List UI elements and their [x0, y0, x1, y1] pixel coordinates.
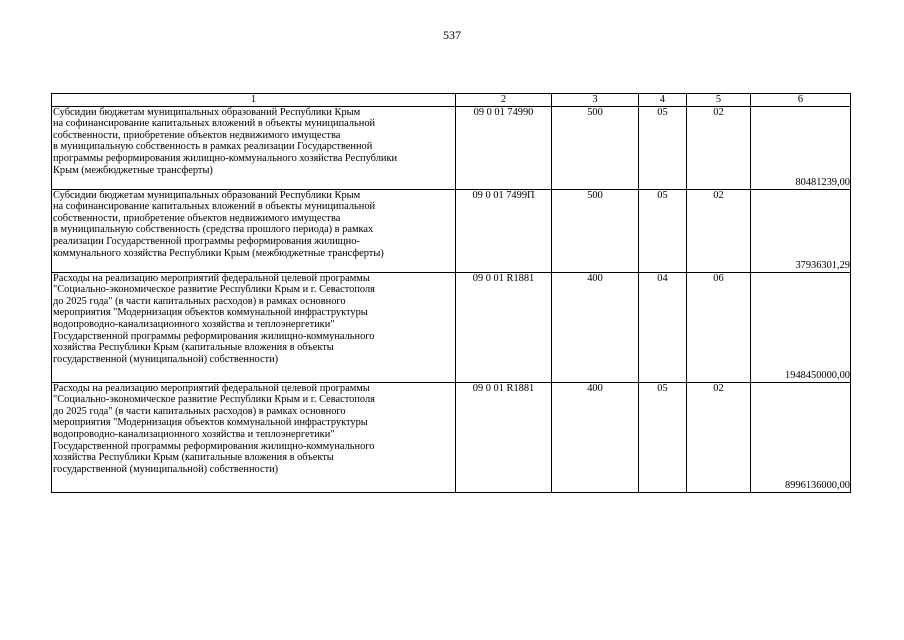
description-line: Государственной программы реформирования жилищно-коммунального	[53, 330, 375, 342]
row-code: 09 0 01 7499П	[456, 189, 552, 272]
description-line: хозяйства Республики Крым (капитальные вложения в объекты	[53, 342, 334, 354]
row-amount: 80481239,00	[751, 106, 851, 189]
row-description	[52, 272, 456, 382]
table-header-row	[52, 94, 851, 107]
row-col3: 400	[552, 272, 639, 382]
description-line: государственной (муниципальной) собственности)	[53, 353, 279, 365]
row-col4: 05	[639, 106, 687, 189]
column-header: 6	[751, 94, 851, 107]
description-line: до 2025 года" (в части капитальных расходов) в рамках основного	[53, 405, 346, 417]
budget-table	[51, 93, 851, 493]
page-number: 537	[443, 28, 461, 42]
row-col3: 500	[552, 189, 639, 272]
table-row	[52, 382, 851, 492]
description-line: "Социально-экономическое развитие Республики Крым и г. Севастополя	[53, 284, 375, 296]
description-line: государственной (муниципальной) собственности)	[53, 463, 279, 475]
description-line: хозяйства Республики Крым (капитальные вложения в объекты	[53, 452, 334, 464]
table-row	[52, 272, 851, 382]
description-line: водопроводно-канализационного хозяйства и теплоэнергетики"	[53, 318, 335, 330]
description-line: собственности, приобретение объектов недвижимого имущества	[53, 212, 341, 224]
row-amount: 37936301,29	[751, 189, 851, 272]
row-col4: 05	[639, 189, 687, 272]
row-col3: 400	[552, 382, 639, 492]
description-line: на софинансирование капитальных вложений в объекты муниципальной	[53, 201, 376, 213]
row-col5: 02	[687, 189, 751, 272]
row-code: 09 0 01 R1881	[456, 382, 552, 492]
column-header: 2	[456, 94, 552, 107]
description-line: "Социально-экономическое развитие Республики Крым и г. Севастополя	[53, 394, 375, 406]
column-header: 3	[552, 94, 639, 107]
description-line: Государственной программы реформирования жилищно-коммунального	[53, 440, 375, 452]
row-code: 09 0 01 R1881	[456, 272, 552, 382]
description-line: коммунального хозяйства Республики Крым (межбюджетные трансферты)	[53, 247, 384, 259]
description-line: мероприятия "Модернизация объектов коммунальной инфраструктуры	[53, 307, 368, 319]
column-header: 4	[639, 94, 687, 107]
description-line: до 2025 года" (в части капитальных расходов) в рамках основного	[53, 295, 346, 307]
description-line: Крым (межбюджетные трансферты)	[53, 164, 213, 176]
column-header: 5	[687, 94, 751, 107]
row-description	[52, 382, 456, 492]
description-line: реализации Государственной программы реформирования жилищно-	[53, 235, 360, 247]
description-line: программы реформирования жилищно-коммунального хозяйства Республики	[53, 152, 398, 164]
description-line: Расходы на реализацию мероприятий федеральной целевой программы	[53, 382, 370, 394]
row-amount: 8996136000,00	[751, 382, 851, 492]
row-description	[52, 106, 456, 189]
description-line: собственности, приобретение объектов недвижимого имущества	[53, 129, 341, 141]
row-col5: 02	[687, 382, 751, 492]
description-line: на софинансирование капитальных вложений в объекты муниципальной	[53, 118, 376, 130]
row-col4: 04	[639, 272, 687, 382]
description-line: Субсидии бюджетам муниципальных образований Республики Крым	[53, 106, 361, 118]
row-col5: 02	[687, 106, 751, 189]
description-line: в муниципальную собственность в рамках реализации Государственной	[53, 141, 373, 153]
column-header: 1	[52, 94, 456, 107]
row-col4: 05	[639, 382, 687, 492]
description-line: водопроводно-канализационного хозяйства и теплоэнергетики"	[53, 428, 335, 440]
row-amount: 1948450000,00	[751, 272, 851, 382]
row-description	[52, 189, 456, 272]
row-col5: 06	[687, 272, 751, 382]
table-row	[52, 189, 851, 272]
description-line: мероприятия "Модернизация объектов коммунальной инфраструктуры	[53, 417, 368, 429]
description-line: Субсидии бюджетам муниципальных образований Республики Крым	[53, 189, 361, 201]
table-row	[52, 106, 851, 189]
description-line: Расходы на реализацию мероприятий федеральной целевой программы	[53, 272, 370, 284]
row-col3: 500	[552, 106, 639, 189]
row-code: 09 0 01 74990	[456, 106, 552, 189]
description-line: в муниципальную собственность (средства прошлого периода) в рамках	[53, 224, 374, 236]
